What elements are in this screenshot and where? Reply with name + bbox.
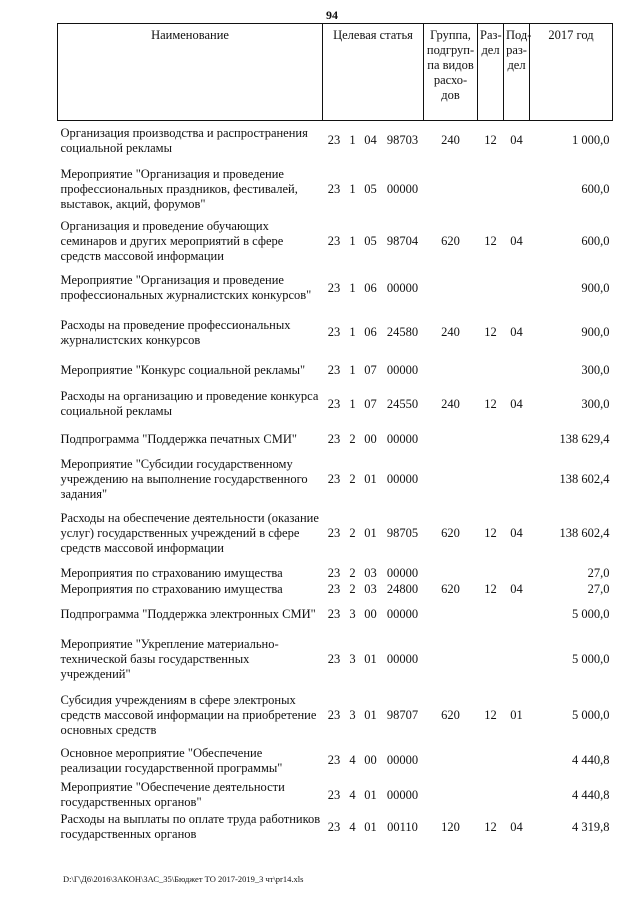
budget-table [57, 23, 613, 844]
expense-group: 240 [441, 396, 460, 411]
table-row [58, 457, 613, 502]
row-name: Мероприятие "Обеспечение деятельности государственных органов" [60, 780, 285, 809]
program-code: 23 [327, 471, 341, 486]
event-code: 03 [364, 566, 377, 580]
program-code: 23 [327, 652, 341, 666]
event-code: 00 [364, 432, 377, 446]
program-code: 23 [327, 606, 341, 621]
subsection-code [504, 423, 530, 457]
subsection-code [504, 631, 530, 689]
section-code [478, 742, 504, 780]
direction-code: 00000 [386, 753, 419, 767]
amount-2017: 300,0 [581, 396, 610, 411]
section-code [478, 598, 504, 631]
direction-code: 24580 [386, 325, 419, 339]
event-code: 04 [364, 133, 377, 148]
section-code [478, 631, 504, 689]
program-code: 23 [327, 280, 341, 295]
subsection-code [504, 457, 530, 502]
subsection-code: 04 [510, 234, 523, 248]
expense-group [424, 457, 478, 502]
subsection-code [504, 161, 530, 218]
direction-code: 98707 [386, 707, 419, 722]
amount-2017: 4 440,8 [572, 787, 610, 802]
section-code: 12 [484, 396, 497, 411]
section-code: 12 [484, 133, 497, 148]
row-name: Субсидия учреждениям в сфере электроных средств массовой информации на приобретение основных средств [60, 692, 317, 737]
section-code [478, 355, 504, 386]
section-code: 12 [484, 707, 497, 722]
header-group: Группа, подгруп-па видов расхо-дов [424, 24, 478, 121]
table-row [58, 218, 613, 266]
program-code: 23 [327, 707, 341, 722]
amount-2017: 138 629,4 [559, 432, 610, 446]
row-name: Подпрограмма "Поддержка электронных СМИ" [60, 606, 316, 621]
section-code: 12 [484, 526, 497, 540]
table-row [58, 355, 613, 386]
table-row [58, 780, 613, 811]
expense-group: 120 [441, 819, 460, 834]
event-code: 03 [364, 582, 377, 596]
section-code [478, 161, 504, 218]
event-code: 01 [364, 526, 377, 540]
section-code [478, 457, 504, 502]
table-body [58, 121, 613, 844]
subprogram-code: 2 [349, 471, 356, 486]
program-code: 23 [327, 787, 341, 802]
program-code: 23 [327, 181, 341, 196]
program-code: 23 [327, 133, 341, 148]
section-code [478, 423, 504, 457]
file-path-footer: D:\Г\Д6\2016\ЗАКОН\ЗАС_35\Бюджет ТО 2017-2019_3 чт\pr14.xls [63, 874, 304, 884]
expense-group [424, 266, 478, 311]
subsection-code: 04 [510, 582, 523, 596]
table-row [58, 161, 613, 218]
direction-code: 98705 [386, 526, 419, 540]
direction-code: 00000 [386, 471, 419, 486]
expense-group: 620 [441, 582, 460, 596]
row-name: Мероприятие "Субсидии государственному учреждению на выполнение государственного задания" [60, 456, 308, 501]
program-code: 23 [327, 432, 341, 446]
program-code: 23 [327, 566, 341, 580]
direction-code: 24550 [386, 396, 419, 411]
program-code: 23 [327, 362, 341, 377]
expense-group [424, 355, 478, 386]
amount-2017: 27,0 [587, 566, 610, 580]
direction-code: 24800 [386, 582, 419, 596]
event-code: 06 [364, 325, 377, 339]
subprogram-code: 2 [349, 566, 356, 580]
subsection-code: 04 [510, 133, 523, 148]
section-code [478, 566, 504, 582]
row-name: Расходы на организацию и проведение конкурса социальной рекламы [60, 389, 319, 418]
amount-2017: 5 000,0 [572, 652, 610, 666]
expense-group: 240 [441, 133, 460, 148]
section-code: 12 [484, 819, 497, 834]
row-name: Мероприятие "Укрепление материально-технической базы государственных учреждений" [60, 637, 279, 681]
event-code: 05 [364, 181, 377, 196]
subprogram-code: 4 [349, 787, 356, 802]
subsection-code: 01 [510, 707, 523, 722]
section-code: 12 [484, 582, 497, 596]
subprogram-code: 1 [349, 181, 356, 196]
direction-code: 00000 [386, 181, 419, 196]
row-name: Расходы на проведение профессиональных журналистских конкурсов [60, 317, 291, 347]
direction-code: 00000 [386, 432, 419, 446]
amount-2017: 300,0 [581, 362, 610, 377]
table-header [58, 24, 613, 121]
event-code: 01 [364, 652, 377, 666]
subprogram-code: 1 [349, 396, 356, 411]
program-code: 23 [327, 526, 341, 540]
event-code: 05 [364, 234, 377, 248]
row-name: Основное мероприятие "Обеспечение реализации государственной программы" [60, 745, 283, 775]
amount-2017: 27,0 [587, 582, 610, 596]
subsection-code [504, 780, 530, 811]
expense-group: 240 [441, 325, 460, 339]
expense-group [424, 161, 478, 218]
row-name: Мероприятия по страхованию имущества [60, 566, 283, 580]
subprogram-code: 2 [349, 432, 356, 446]
table-row [58, 689, 613, 742]
row-name: Организация производства и распространения социальной рекламы [60, 125, 308, 155]
subprogram-code: 1 [349, 325, 356, 339]
direction-code: 00000 [386, 566, 419, 580]
expense-group: 620 [441, 707, 460, 722]
subsection-code [504, 266, 530, 311]
amount-2017: 4 319,8 [572, 819, 610, 834]
table-row [58, 502, 613, 566]
subsection-code: 04 [510, 325, 523, 339]
expense-group: 620 [441, 526, 460, 540]
subsection-code [504, 598, 530, 631]
table-row [58, 631, 613, 689]
event-code: 00 [364, 606, 377, 621]
row-name: Организация и проведение обучающих семинаров и других мероприятий в сфере средств массовой информации [60, 219, 284, 263]
program-code: 23 [327, 234, 341, 248]
table-row [58, 598, 613, 631]
subprogram-code: 3 [349, 652, 356, 666]
direction-code: 00000 [386, 606, 419, 621]
subprogram-code: 1 [349, 362, 356, 377]
amount-2017: 900,0 [581, 280, 610, 295]
event-code: 01 [364, 787, 377, 802]
header-target-article: Целевая статья [323, 24, 424, 121]
amount-2017: 1 000,0 [572, 133, 610, 148]
event-code: 06 [364, 280, 377, 295]
direction-code: 00110 [387, 819, 418, 834]
expense-group [424, 742, 478, 780]
header-year: 2017 год [530, 24, 613, 121]
amount-2017: 600,0 [581, 234, 610, 248]
row-name: Мероприятие "Организация и проведение профессиональных журналистских конкурсов" [60, 273, 312, 302]
section-code [478, 780, 504, 811]
page-number: 94 [326, 8, 338, 22]
subprogram-code: 2 [349, 582, 356, 596]
amount-2017: 138 602,4 [559, 526, 610, 540]
event-code: 07 [364, 362, 377, 377]
row-name: Расходы на выплаты по оплате труда работников государственных органов [60, 812, 321, 841]
event-code: 00 [364, 753, 377, 767]
row-name: Мероприятие "Организация и проведение профессиональных праздников, фестивалей, выставок, акций, форумов" [60, 166, 298, 211]
header-section: Раз-дел [478, 24, 504, 121]
section-code: 12 [484, 325, 497, 339]
direction-code: 00000 [386, 280, 419, 295]
expense-group [424, 780, 478, 811]
program-code: 23 [327, 582, 341, 596]
program-code: 23 [327, 819, 341, 834]
program-code: 23 [327, 325, 341, 339]
row-name: Мероприятия по страхованию имущества [60, 582, 283, 596]
subprogram-code: 2 [349, 526, 356, 540]
header-name: Наименование [58, 24, 323, 121]
table-row [58, 121, 613, 161]
event-code: 01 [364, 819, 377, 834]
amount-2017: 5 000,0 [572, 606, 610, 621]
subprogram-code: 3 [349, 606, 356, 621]
table-row [58, 582, 613, 598]
direction-code: 98704 [386, 234, 419, 248]
header-subsection: Под-раз-дел [504, 24, 530, 121]
subsection-code: 04 [510, 819, 523, 834]
table-row [58, 742, 613, 780]
direction-code: 00000 [386, 652, 419, 666]
subsection-code: 04 [510, 396, 523, 411]
amount-2017: 900,0 [581, 325, 610, 339]
direction-code: 98703 [386, 133, 419, 148]
event-code: 01 [364, 471, 377, 486]
subprogram-code: 1 [349, 234, 356, 248]
subsection-code [504, 355, 530, 386]
table-row [58, 423, 613, 457]
row-name: Мероприятие "Конкурс социальной рекламы" [60, 362, 306, 377]
table-row [58, 266, 613, 311]
row-name: Подпрограмма "Поддержка печатных СМИ" [60, 432, 297, 446]
program-code: 23 [327, 396, 341, 411]
table-row [58, 386, 613, 423]
table-row [58, 811, 613, 844]
direction-code: 00000 [386, 362, 419, 377]
table-row [58, 311, 613, 355]
program-code: 23 [327, 753, 341, 767]
subprogram-code: 1 [349, 133, 356, 148]
expense-group [424, 598, 478, 631]
subsection-code [504, 566, 530, 582]
expense-group [424, 423, 478, 457]
subprogram-code: 4 [349, 819, 356, 834]
expense-group: 620 [441, 234, 460, 248]
direction-code: 00000 [386, 787, 419, 802]
expense-group [424, 631, 478, 689]
subprogram-code: 4 [349, 753, 356, 767]
subprogram-code: 3 [349, 707, 356, 722]
amount-2017: 4 440,8 [572, 753, 610, 767]
amount-2017: 600,0 [581, 181, 610, 196]
table-row [58, 566, 613, 582]
subsection-code [504, 742, 530, 780]
event-code: 01 [364, 707, 377, 722]
row-name: Расходы на обеспечение деятельности (оказание услуг) государственных учреждений в сфере средств массовой информации [60, 511, 319, 555]
section-code [478, 266, 504, 311]
expense-group [424, 566, 478, 582]
subprogram-code: 1 [349, 280, 356, 295]
event-code: 07 [364, 396, 377, 411]
amount-2017: 138 602,4 [559, 471, 610, 486]
section-code: 12 [484, 234, 497, 248]
subsection-code: 04 [510, 526, 523, 540]
amount-2017: 5 000,0 [572, 707, 610, 722]
